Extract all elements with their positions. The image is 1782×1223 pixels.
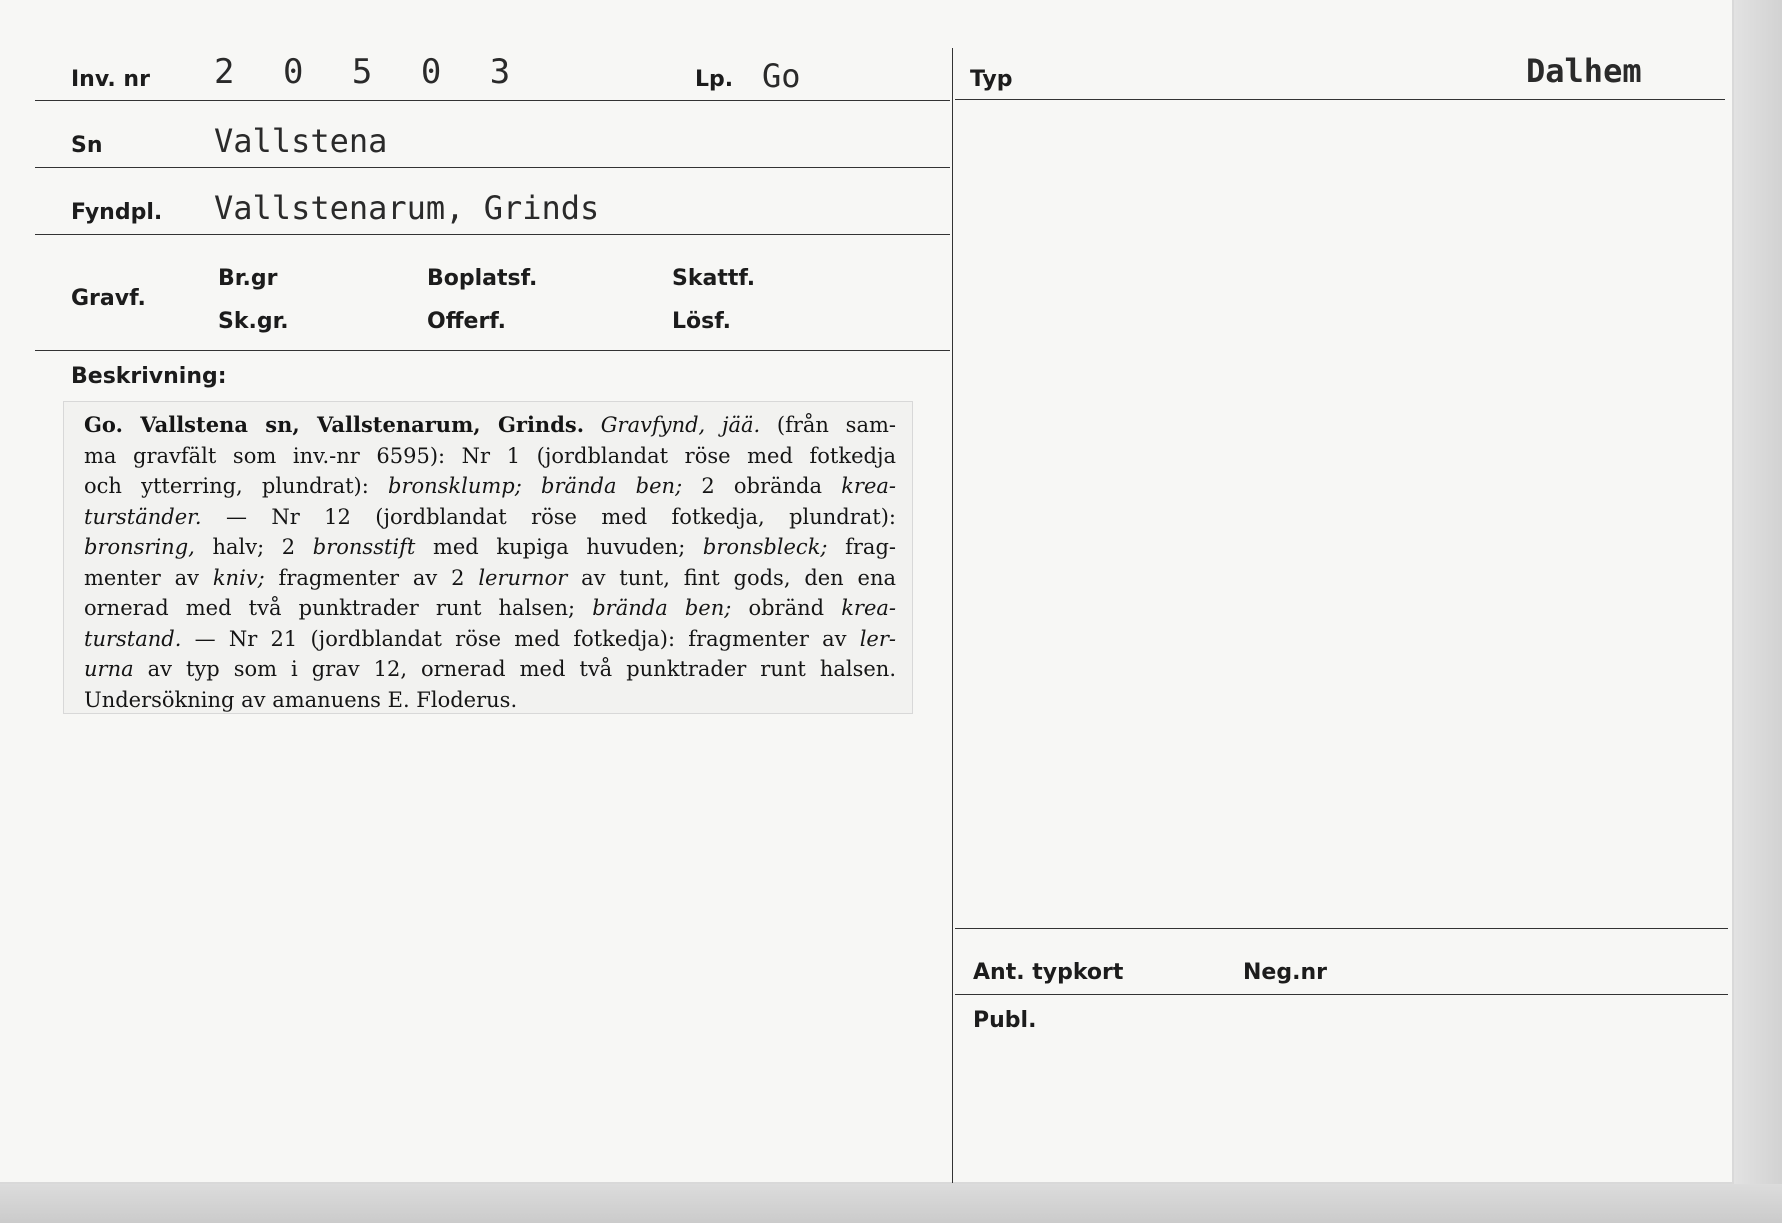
- inv-nr-label: Inv. nr: [71, 67, 150, 92]
- description-run: menter av: [84, 565, 213, 590]
- description-run: kniv;: [212, 565, 265, 590]
- rule-fyndpl: [35, 234, 950, 235]
- description-run: av tunt, fint gods, den ena: [567, 565, 896, 590]
- description-run: bronsstift: [312, 535, 416, 559]
- description-run: ornerad med två punktrader runt halsen;: [84, 596, 593, 620]
- description-run: bronsklump; brända ben;: [388, 474, 683, 498]
- description-run: av typ som i grav 12, ornerad med två punktrader runt halsen.: [133, 657, 896, 681]
- description-run: lerurnor: [478, 565, 568, 590]
- fyndpl-value: Vallstenarum, Grinds: [214, 189, 600, 227]
- description-run: frag-: [827, 535, 896, 559]
- rule-sn: [35, 167, 950, 168]
- sk-gr-label: Sk.gr.: [218, 309, 289, 334]
- fyndpl-label: Fyndpl.: [71, 200, 163, 225]
- description-line: [84, 532, 896, 563]
- description-run: 2 obrända: [682, 474, 842, 498]
- description-run: Gravfynd, jää.: [600, 413, 761, 437]
- lp-label: Lp.: [695, 67, 734, 92]
- description-line: [84, 441, 896, 472]
- description-line: [84, 685, 896, 716]
- typ-value: Dalhem: [1526, 52, 1642, 90]
- description-line: [84, 593, 896, 624]
- description-run: turständer.: [84, 504, 202, 529]
- description-run: med kupiga huvuden;: [415, 535, 703, 559]
- beskrivning-label: Beskrivning:: [71, 364, 227, 389]
- description-run: obränd: [731, 596, 842, 620]
- description-run: bronsring,: [84, 535, 195, 559]
- scan-margin-bottom: [0, 1184, 1782, 1223]
- description-run: ler-: [859, 626, 896, 651]
- rule-inv: [35, 100, 950, 101]
- rule-publ: [955, 994, 1728, 995]
- ant-typkort-label: Ant. typkort: [973, 960, 1124, 985]
- description-run: halv; 2: [194, 535, 313, 559]
- typ-label: Typ: [970, 67, 1013, 92]
- description-run: fragmenter av 2: [264, 565, 479, 590]
- lp-value: Go: [762, 57, 801, 95]
- publ-label: Publ.: [973, 1008, 1037, 1033]
- description-line: [84, 654, 896, 685]
- description-run: brända ben;: [592, 596, 732, 620]
- description-line: [84, 471, 896, 502]
- boplatsf-label: Boplatsf.: [427, 266, 538, 291]
- description-run: — Nr 12 (jordblandat röse med fotkedja, plundrat):: [201, 504, 896, 529]
- description-slip: [63, 401, 913, 714]
- offerf-label: Offerf.: [427, 309, 507, 334]
- description-line: [84, 502, 896, 533]
- description-text: [84, 410, 896, 715]
- description-run: ma gravfält som inv.-nr 6595): Nr 1 (jordblandat röse med fotkedja: [84, 443, 896, 468]
- description-run: — Nr 21 (jordblandat röse med fotkedja): fragmenter av: [181, 626, 860, 651]
- rule-gravf: [35, 350, 950, 351]
- description-run: krea-: [841, 474, 896, 498]
- rule-ant-typkort: [955, 928, 1728, 929]
- description-run: [584, 413, 601, 437]
- description-run: bronsbleck;: [702, 535, 828, 559]
- description-line: [84, 563, 896, 594]
- description-run: urna: [84, 657, 134, 681]
- br-gr-label: Br.gr: [218, 266, 278, 291]
- description-run: Undersökning av amanuens E. Floderus.: [84, 687, 518, 712]
- skattf-label: Skattf.: [672, 266, 756, 291]
- neg-nr-label: Neg.nr: [1243, 960, 1327, 985]
- description-run: och ytterring, plundrat):: [84, 474, 388, 498]
- scan-margin-right: [1734, 0, 1782, 1184]
- description-run: turstand.: [84, 626, 182, 651]
- description-run: (från sam-: [760, 413, 896, 437]
- description-line: [84, 624, 896, 655]
- center-divider: [952, 48, 953, 1183]
- sn-value: Vallstena: [214, 122, 388, 160]
- description-run: Go. Vallstena sn, Vallstenarum, Grinds.: [84, 412, 585, 437]
- gravf-label: Gravf.: [71, 286, 146, 311]
- inv-nr-value: 2 0 5 0 3: [214, 52, 525, 92]
- sn-label: Sn: [71, 133, 103, 158]
- losf-label: Lösf.: [672, 309, 731, 334]
- description-run: krea-: [841, 596, 896, 620]
- description-line: [84, 410, 896, 441]
- rule-typ: [955, 99, 1725, 100]
